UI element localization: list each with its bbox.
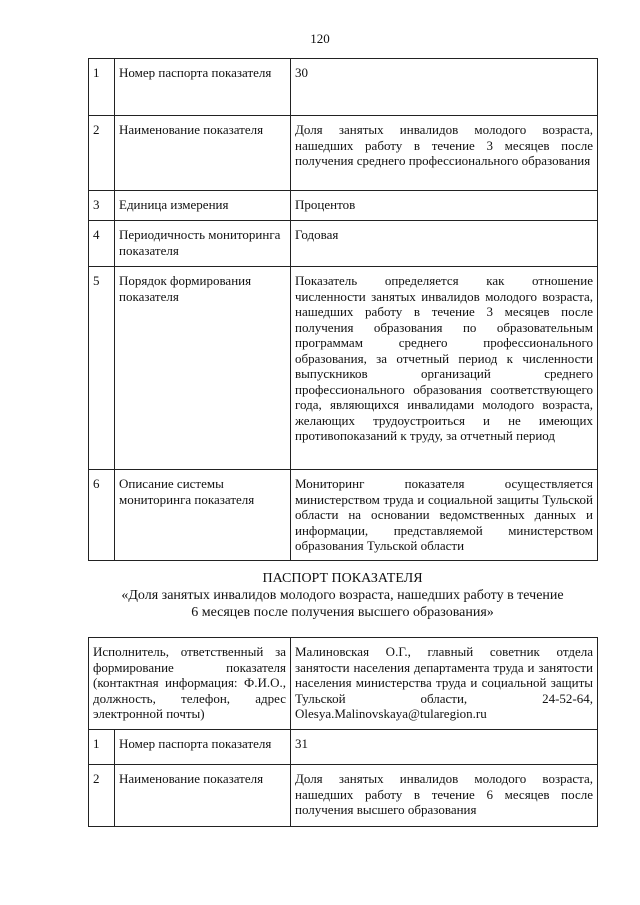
row-value: Показатель определяется как отношение численности занятых инвалидов молодого возраста, нашедших работу в течение 3 месяцев после получения образования по образовательным программам среднего профессионального образования, за отчетный период к численности выпускников организаций среднего профессионального образования соответствующего года, являющихся инвалидами молодого возраста, желающих трудоустроиться и не имеющих противопоказаний к труду, за отчетный период [291, 267, 598, 470]
page-number: 120 [310, 31, 330, 46]
table-row [89, 191, 598, 221]
row-label: Номер паспорта показателя [115, 730, 291, 765]
row-value: Процентов [291, 191, 598, 221]
row-label: Описание системы мониторинга показателя [115, 470, 291, 561]
row-value: Доля занятых инвалидов молодого возраста, нашедших работу в течение 3 месяцев после получения среднего профессионального образования [291, 116, 598, 191]
row-value: Доля занятых инвалидов молодого возраста, нашедших работу в течение 6 месяцев после получения высшего образования [291, 765, 598, 827]
row-value: Годовая [291, 221, 598, 267]
row-number: 3 [89, 191, 115, 221]
row-value: 31 [291, 730, 598, 765]
table-row [89, 470, 598, 561]
executor-label: Исполнитель, ответственный за формирование показателя (контактная информация: Ф.И.О., должность, телефон, адрес электронной почты) [89, 638, 291, 730]
row-number: 1 [89, 730, 115, 765]
section-subtitle-line2: 6 месяцев после получения высшего образования» [191, 605, 494, 620]
row-label: Наименование показателя [115, 765, 291, 827]
table-row [89, 221, 598, 267]
table-row [89, 267, 598, 470]
row-number: 5 [89, 267, 115, 470]
row-number: 4 [89, 221, 115, 267]
executor-value: Малиновская О.Г., главный советник отдела занятости населения департамента труда и занятости населения министерства труда и социальной защиты Тульской области, 24-52-64, Olesya.Malinovskaya@tularegion.ru [291, 638, 598, 730]
row-label: Наименование показателя [115, 116, 291, 191]
row-label: Единица измерения [115, 191, 291, 221]
row-label: Порядок формирования показателя [115, 267, 291, 470]
table-row [89, 638, 598, 730]
passport-table-30 [88, 58, 598, 561]
table-row [89, 765, 598, 827]
row-label: Периодичность мониторинга показателя [115, 221, 291, 267]
row-number: 6 [89, 470, 115, 561]
row-value: Мониторинг показателя осуществляется министерством труда и социальной защиты Тульской области на основании ведомственных данных и информации, представляемой министерством образования Тульской области [291, 470, 598, 561]
section-header [88, 570, 597, 621]
table-row [89, 116, 598, 191]
section-subtitle-line1: «Доля занятых инвалидов молодого возраста, нашедших работу в течение [121, 588, 564, 603]
section-title: ПАСПОРТ ПОКАЗАТЕЛЯ [262, 571, 423, 586]
row-number: 1 [89, 59, 115, 116]
row-number: 2 [89, 116, 115, 191]
table-row [89, 59, 598, 116]
row-number: 2 [89, 765, 115, 827]
row-value: 30 [291, 59, 598, 116]
table-row [89, 730, 598, 765]
row-label: Номер паспорта показателя [115, 59, 291, 116]
passport-table-31 [88, 637, 598, 827]
